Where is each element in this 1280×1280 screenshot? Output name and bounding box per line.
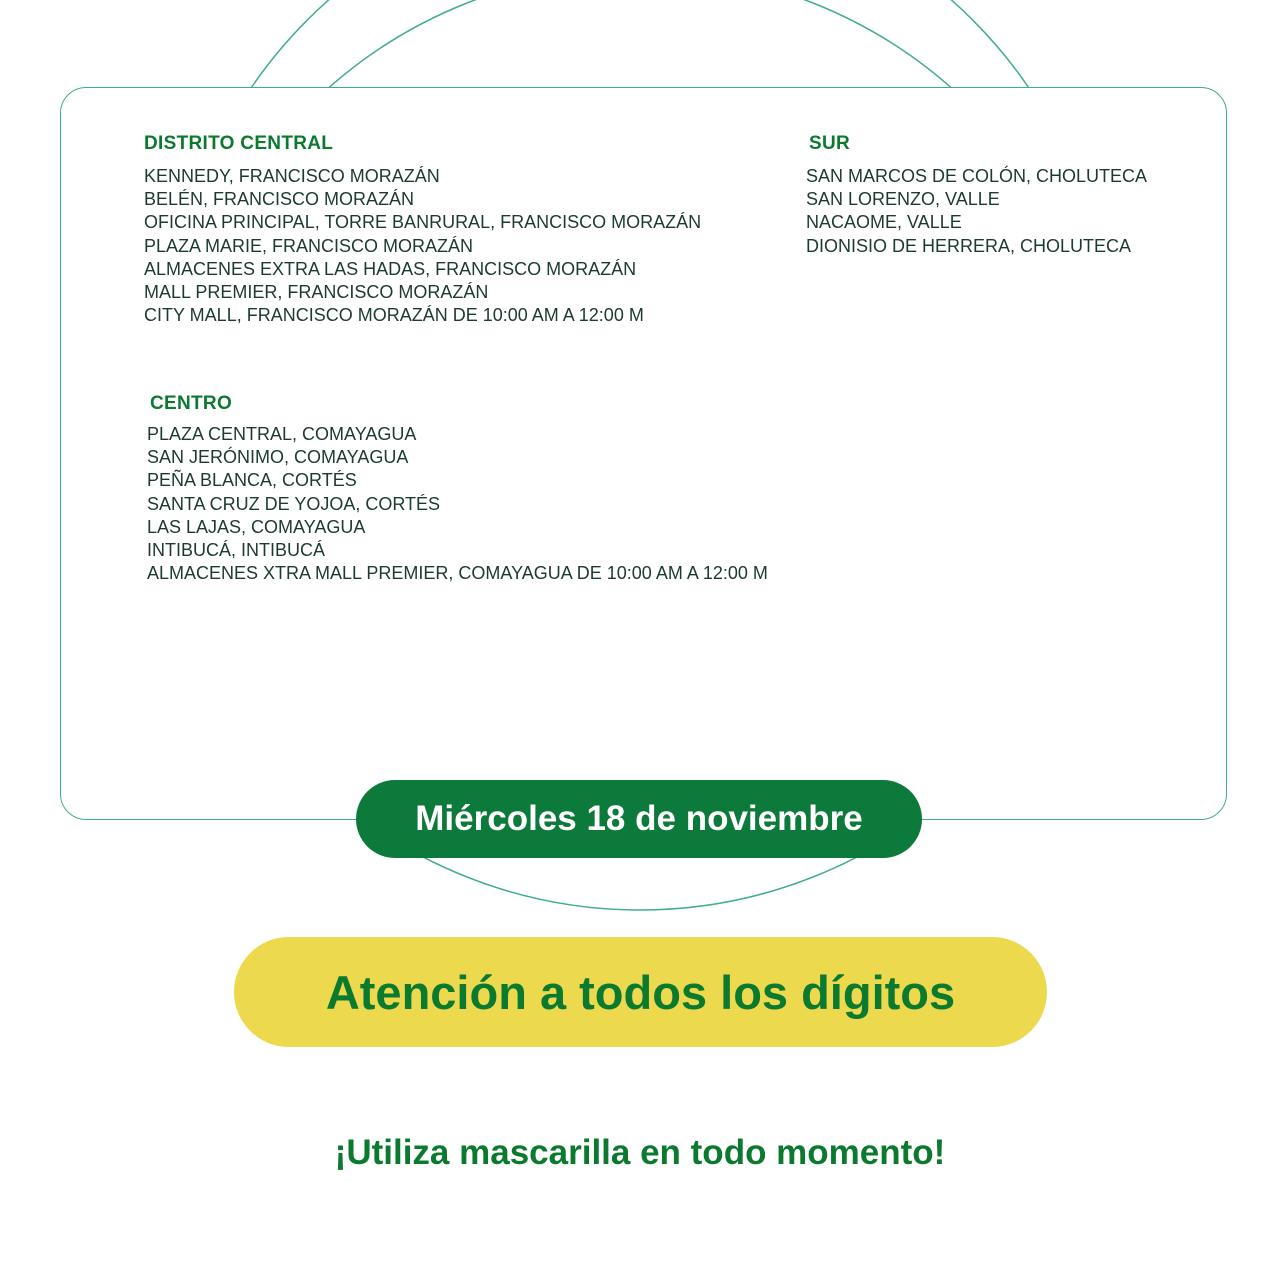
region-distrito-central: [144, 133, 701, 327]
branch-item: DIONISIO DE HERRERA, CHOLUTECA: [806, 235, 1132, 256]
branch-item: ALMACENES EXTRA LAS HADAS, FRANCISCO MORAZÁN: [144, 258, 637, 279]
branch-item: INTIBUCÁ, INTIBUCÁ: [147, 540, 326, 561]
branch-item: MALL PREMIER, FRANCISCO MORAZÁN: [144, 282, 489, 303]
branch-item: SAN LORENZO, VALLE: [806, 189, 1000, 210]
region-title-centro: CENTRO: [150, 393, 233, 414]
region-title-sur: SUR: [809, 133, 851, 154]
branch-item: CITY MALL, FRANCISCO MORAZÁN DE 10:00 AM A 12:00 M: [144, 305, 644, 326]
branch-item: PEÑA BLANCA, CORTÉS: [147, 470, 357, 491]
branch-list-centro: [147, 423, 768, 585]
branch-item: SANTA CRUZ DE YOJOA, CORTÉS: [147, 493, 441, 514]
branch-item: PLAZA CENTRAL, COMAYAGUA: [147, 424, 417, 444]
branch-item: LAS LAJAS, COMAYAGUA: [147, 516, 366, 537]
branch-item: BELÉN, FRANCISCO MORAZÁN: [144, 189, 415, 210]
region-title-distrito-central: DISTRITO CENTRAL: [144, 133, 334, 154]
branch-item: SAN MARCOS DE COLÓN, CHOLUTECA: [806, 166, 1148, 186]
branches-card: [60, 87, 1227, 820]
branch-item: KENNEDY, FRANCISCO MORAZÁN: [144, 166, 440, 186]
region-sur: [806, 133, 1147, 258]
all-digits-banner: Atención a todos los dígitos: [234, 937, 1047, 1047]
date-badge: Miércoles 18 de noviembre: [356, 780, 922, 858]
branch-list-distrito-central: [144, 165, 701, 327]
branch-item: ALMACENES XTRA MALL PREMIER, COMAYAGUA DE 10:00 AM A 12:00 M: [147, 563, 768, 584]
mask-reminder-text: ¡Utiliza mascarilla en todo momento!: [334, 1133, 946, 1172]
branch-item: NACAOME, VALLE: [806, 212, 962, 233]
branch-item: PLAZA MARIE, FRANCISCO MORAZÁN: [144, 235, 474, 256]
branch-item: SAN JERÓNIMO, COMAYAGUA: [147, 447, 409, 468]
branch-list-sur: [806, 165, 1147, 258]
branch-item: OFICINA PRINCIPAL, TORRE BANRURAL, FRANCISCO MORAZÁN: [144, 212, 702, 233]
region-centro: [147, 393, 768, 585]
